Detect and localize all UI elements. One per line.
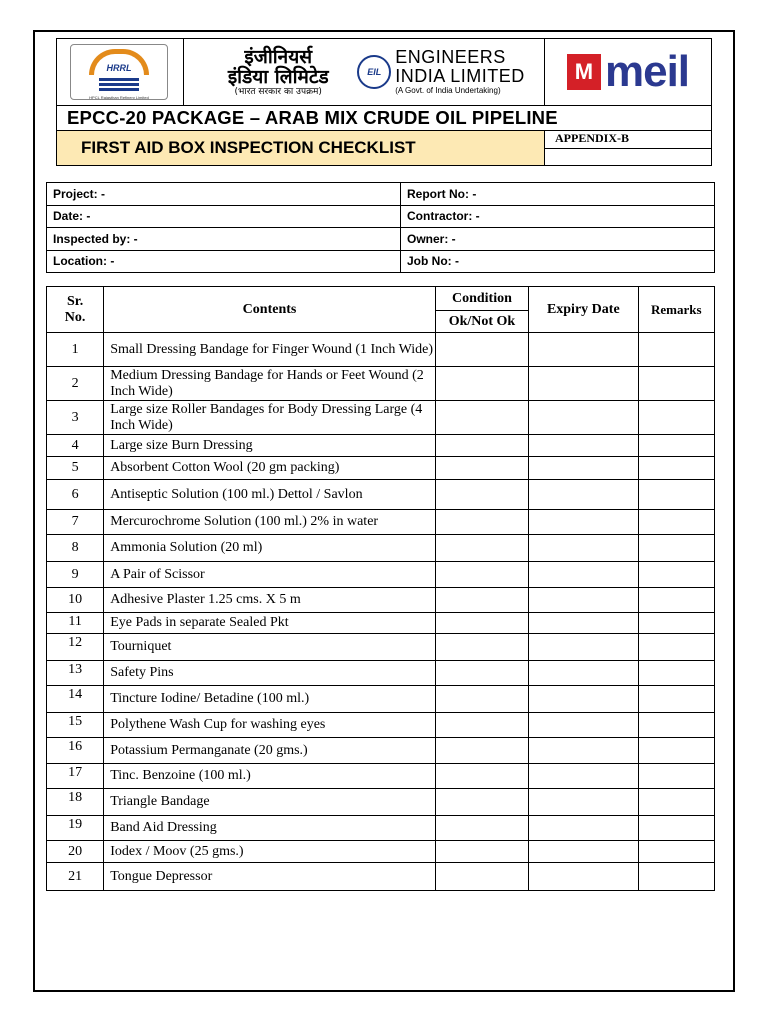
item-cell: Antiseptic Solution (100 ml.) Dettol / Savlon xyxy=(104,480,436,510)
expiry-date-cell[interactable] xyxy=(529,634,638,661)
sr-no-cell: 12 xyxy=(47,634,104,661)
eil-english-line3: (A Govt. of India Undertaking) xyxy=(395,86,501,95)
remarks-cell[interactable] xyxy=(638,510,714,535)
table-row xyxy=(47,789,715,816)
condition-cell[interactable] xyxy=(435,738,528,764)
remarks-cell[interactable] xyxy=(638,789,714,816)
expiry-date-cell[interactable] xyxy=(529,333,638,367)
item-cell: Small Dressing Bandage for Finger Wound (1 Inch Wide) xyxy=(104,333,436,367)
sr-no-cell: 15 xyxy=(47,713,104,738)
checklist-table xyxy=(46,286,715,891)
condition-cell[interactable] xyxy=(435,588,528,613)
table-row xyxy=(47,588,715,613)
sr-no-cell: 6 xyxy=(47,480,104,510)
sr-no-cell: 19 xyxy=(47,816,104,841)
condition-cell[interactable] xyxy=(435,789,528,816)
item-cell: Adhesive Plaster 1.25 cms. X 5 m xyxy=(104,588,436,613)
sr-no-cell: 20 xyxy=(47,841,104,863)
condition-cell[interactable] xyxy=(435,333,528,367)
eil-emblem-icon: EIL xyxy=(357,55,391,89)
item-cell: Absorbent Cotton Wool (20 gm packing) xyxy=(104,457,436,480)
remarks-cell[interactable] xyxy=(638,841,714,863)
expiry-date-cell[interactable] xyxy=(529,686,638,713)
col-condition-subheader: Ok/Not Ok xyxy=(435,311,528,333)
sr-no-cell: 1 xyxy=(47,333,104,367)
expiry-date-cell[interactable] xyxy=(529,457,638,480)
col-sr-header xyxy=(47,287,104,333)
expiry-date-cell[interactable] xyxy=(529,713,638,738)
col-expiry-header: Expiry Date xyxy=(529,287,638,333)
table-row xyxy=(47,480,715,510)
report-no-field: Report No: - xyxy=(401,183,715,206)
expiry-date-cell[interactable] xyxy=(529,535,638,562)
condition-cell[interactable] xyxy=(435,535,528,562)
remarks-cell[interactable] xyxy=(638,713,714,738)
expiry-date-cell[interactable] xyxy=(529,863,638,891)
inspected-by-field: Inspected by: - xyxy=(47,228,401,251)
remarks-cell[interactable] xyxy=(638,480,714,510)
info-row xyxy=(47,183,715,206)
sr-no-cell: 17 xyxy=(47,764,104,789)
table-row xyxy=(47,863,715,891)
expiry-date-cell[interactable] xyxy=(529,401,638,435)
meil-logo-text: meil xyxy=(604,47,690,96)
item-cell: Polythene Wash Cup for washing eyes xyxy=(104,713,436,738)
table-row xyxy=(47,816,715,841)
expiry-date-cell[interactable] xyxy=(529,661,638,686)
remarks-cell[interactable] xyxy=(638,764,714,789)
contractor-field: Contractor: - xyxy=(401,205,715,228)
condition-cell[interactable] xyxy=(435,713,528,738)
package-title-row xyxy=(57,106,712,131)
sr-no-cell: 8 xyxy=(47,535,104,562)
sr-no-cell: 16 xyxy=(47,738,104,764)
table-row xyxy=(47,510,715,535)
table-row xyxy=(47,686,715,713)
table-row xyxy=(47,367,715,401)
expiry-date-cell[interactable] xyxy=(529,738,638,764)
remarks-cell[interactable] xyxy=(638,661,714,686)
hrrl-logo xyxy=(57,41,181,103)
eil-english-line2: INDIA LIMITED xyxy=(395,66,525,86)
table-row xyxy=(47,634,715,661)
col-contents-header: Contents xyxy=(104,287,436,333)
remarks-cell[interactable] xyxy=(638,686,714,713)
info-row xyxy=(47,228,715,251)
checklist-title-row-1 xyxy=(57,131,712,149)
expiry-date-cell[interactable] xyxy=(529,510,638,535)
item-cell: Tongue Depressor xyxy=(104,863,436,891)
hrrl-stripes-icon xyxy=(99,78,139,81)
remarks-cell[interactable] xyxy=(638,435,714,457)
table-row xyxy=(47,661,715,686)
item-cell: Band Aid Dressing xyxy=(104,816,436,841)
hrrl-logo-cell xyxy=(57,39,184,106)
sr-no-cell: 5 xyxy=(47,457,104,480)
item-cell: Large size Roller Bandages for Body Dressing Large (4 Inch Wide) xyxy=(104,401,436,435)
condition-cell[interactable] xyxy=(435,686,528,713)
project-field: Project: - xyxy=(47,183,401,206)
table-row xyxy=(47,841,715,863)
item-cell: Medium Dressing Bandage for Hands or Feet Wound (2 Inch Wide) xyxy=(104,367,436,401)
sr-no-cell: 9 xyxy=(47,562,104,588)
eil-english-line1: ENGINEERS xyxy=(395,47,506,67)
table-row xyxy=(47,764,715,789)
remarks-cell[interactable] xyxy=(638,535,714,562)
expiry-date-cell[interactable] xyxy=(529,789,638,816)
table-header-row xyxy=(47,287,715,311)
expiry-date-cell[interactable] xyxy=(529,613,638,634)
condition-cell[interactable] xyxy=(435,841,528,863)
expiry-date-cell[interactable] xyxy=(529,816,638,841)
sr-no-cell: 4 xyxy=(47,435,104,457)
eil-hindi-name xyxy=(203,47,353,98)
col-remarks-header: Remarks xyxy=(638,287,714,333)
table-row xyxy=(47,562,715,588)
remarks-cell[interactable] xyxy=(638,738,714,764)
remarks-cell[interactable] xyxy=(638,613,714,634)
sr-no-cell: 11 xyxy=(47,613,104,634)
item-cell: Mercurochrome Solution (100 ml.) 2% in water xyxy=(104,510,436,535)
hrrl-badge xyxy=(70,44,168,100)
condition-cell[interactable] xyxy=(435,367,528,401)
sr-no-cell: 21 xyxy=(47,863,104,891)
logo-row xyxy=(57,39,712,106)
table-row xyxy=(47,435,715,457)
sr-no-cell: 7 xyxy=(47,510,104,535)
expiry-date-cell[interactable] xyxy=(529,841,638,863)
blank-cell xyxy=(545,148,712,166)
item-cell: Eye Pads in separate Sealed Pkt xyxy=(104,613,436,634)
sr-no-cell: 14 xyxy=(47,686,104,713)
condition-cell[interactable] xyxy=(435,510,528,535)
expiry-date-cell[interactable] xyxy=(529,435,638,457)
col-condition-header: Condition xyxy=(435,287,528,311)
condition-cell[interactable] xyxy=(435,661,528,686)
item-cell: Tourniquet xyxy=(104,634,436,661)
remarks-cell[interactable] xyxy=(638,401,714,435)
eil-logo xyxy=(184,39,544,105)
meil-logo xyxy=(545,39,711,105)
remarks-cell[interactable] xyxy=(638,634,714,661)
sr-no-cell: 3 xyxy=(47,401,104,435)
table-row xyxy=(47,713,715,738)
remarks-cell[interactable] xyxy=(638,367,714,401)
eil-english-name xyxy=(395,48,525,96)
eil-hindi-line2: इंडिया लिमिटेड xyxy=(227,65,329,88)
eil-logo-cell xyxy=(184,39,545,106)
condition-cell[interactable] xyxy=(435,457,528,480)
condition-cell[interactable] xyxy=(435,634,528,661)
remarks-cell[interactable] xyxy=(638,816,714,841)
job-no-field: Job No: - xyxy=(401,250,715,273)
item-cell: Tincture Iodine/ Betadine (100 ml.) xyxy=(104,686,436,713)
checklist-title: FIRST AID BOX INSPECTION CHECKLIST xyxy=(57,131,545,166)
item-cell: Safety Pins xyxy=(104,661,436,686)
location-field: Location: - xyxy=(47,250,401,273)
condition-cell[interactable] xyxy=(435,401,528,435)
expiry-date-cell[interactable] xyxy=(529,764,638,789)
table-row xyxy=(47,738,715,764)
document-header xyxy=(56,38,712,166)
owner-field: Owner: - xyxy=(401,228,715,251)
sr-no-cell: 13 xyxy=(47,661,104,686)
condition-cell[interactable] xyxy=(435,764,528,789)
item-cell: A Pair of Scissor xyxy=(104,562,436,588)
item-cell: Large size Burn Dressing xyxy=(104,435,436,457)
expiry-date-cell[interactable] xyxy=(529,588,638,613)
remarks-cell[interactable] xyxy=(638,863,714,891)
condition-cell[interactable] xyxy=(435,480,528,510)
table-row xyxy=(47,333,715,367)
table-row xyxy=(47,401,715,435)
info-table xyxy=(46,182,715,273)
meil-mark-icon: M xyxy=(567,54,601,90)
col-sr-line1: Sr. xyxy=(66,293,84,309)
item-cell: Tinc. Benzoine (100 ml.) xyxy=(104,764,436,789)
expiry-date-cell[interactable] xyxy=(529,367,638,401)
hrrl-logo-text: HRRL xyxy=(106,63,132,73)
condition-cell[interactable] xyxy=(435,816,528,841)
meil-logo-cell xyxy=(545,39,712,106)
hrrl-caption: HPCL Rajasthan Refinery Limited xyxy=(89,95,149,100)
info-row xyxy=(47,205,715,228)
condition-cell[interactable] xyxy=(435,562,528,588)
item-cell: Iodex / Moov (25 gms.) xyxy=(104,841,436,863)
condition-cell[interactable] xyxy=(435,435,528,457)
sr-no-cell: 10 xyxy=(47,588,104,613)
remarks-cell[interactable] xyxy=(638,457,714,480)
sr-no-cell: 2 xyxy=(47,367,104,401)
remarks-cell[interactable] xyxy=(638,588,714,613)
item-cell: Ammonia Solution (20 ml) xyxy=(104,535,436,562)
appendix-label: APPENDIX-B xyxy=(545,131,712,149)
checklist-body xyxy=(47,333,715,891)
package-title: EPCC-20 PACKAGE – ARAB MIX CRUDE OIL PIPELINE xyxy=(57,106,712,131)
remarks-cell[interactable] xyxy=(638,333,714,367)
item-cell: Potassium Permanganate (20 gms.) xyxy=(104,738,436,764)
info-row xyxy=(47,250,715,273)
item-cell: Triangle Bandage xyxy=(104,789,436,816)
col-sr-line2: No. xyxy=(64,309,86,325)
eil-hindi-line3: (भारत सरकार का उपक्रम) xyxy=(234,86,322,97)
remarks-cell[interactable] xyxy=(638,562,714,588)
condition-cell[interactable] xyxy=(435,613,528,634)
date-field: Date: - xyxy=(47,205,401,228)
table-row xyxy=(47,535,715,562)
sr-no-cell: 18 xyxy=(47,789,104,816)
table-row xyxy=(47,457,715,480)
expiry-date-cell[interactable] xyxy=(529,562,638,588)
condition-cell[interactable] xyxy=(435,863,528,891)
table-row xyxy=(47,613,715,634)
eil-hindi-line1: इंजीनियर्स xyxy=(244,45,313,68)
expiry-date-cell[interactable] xyxy=(529,480,638,510)
